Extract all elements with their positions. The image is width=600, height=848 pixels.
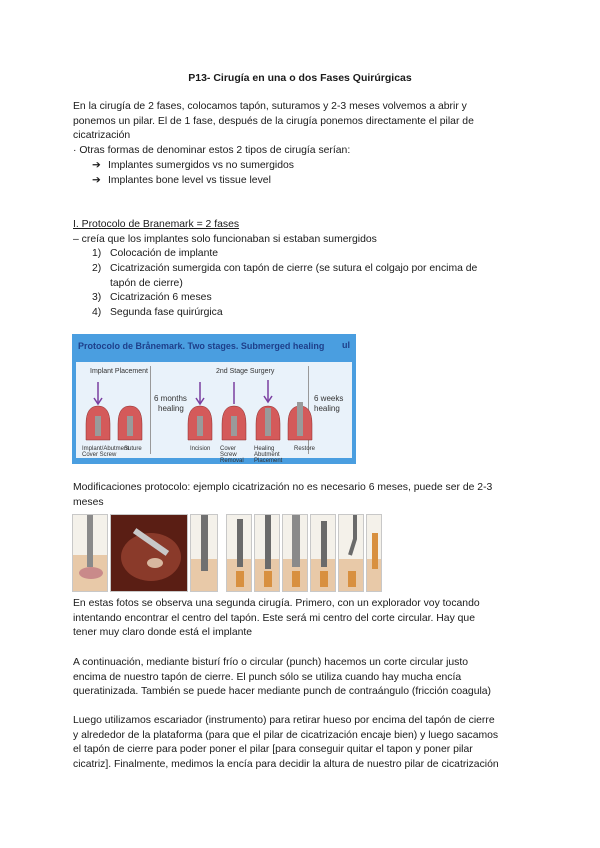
step-item: 4) Segunda fase quirúrgica (92, 307, 223, 318)
caption: Incision (190, 446, 211, 452)
slide-logo: ul (342, 340, 350, 350)
healing-label: healing (158, 404, 184, 413)
intro-line: cicatrización (73, 130, 131, 142)
caption: Suture (124, 446, 142, 452)
surgery-photo (110, 514, 188, 592)
arrow-icon: ➔ (92, 160, 101, 171)
implant-stage-diagrams (76, 362, 352, 458)
arrow-icon: ➔ (92, 175, 101, 186)
caption: Implant/Abutment Cover Screw (82, 446, 130, 458)
modification-paragraph: Modificaciones protocolo: ejemplo cicatrización no es necesario 6 meses, puede ser de 2-3 meses (73, 482, 493, 508)
weeks-label: 6 weeks (314, 394, 344, 403)
intro-paragraph (73, 100, 529, 158)
surgery-photo (282, 514, 308, 592)
caption: Healing Abutment Placement (254, 446, 283, 464)
surgery-photo (226, 514, 252, 592)
branemark-slide-image (72, 334, 356, 464)
other-names-line: · Otras formas de denominar estos 2 tipos de cirugía serían: (73, 144, 351, 156)
surgery-photo (72, 514, 108, 592)
second-stage-label: 2nd Stage Surgery (216, 368, 275, 375)
healing-label: healing (314, 404, 340, 413)
section1-heading: I. Protocolo de Branemark = 2 fases (73, 219, 240, 230)
step-item: 2) Cicatrización sumergida con tapón de cierre (se sutura el colgajo por encima de tapón de cierre) (92, 263, 478, 289)
surgery-photo (366, 514, 382, 592)
surgery-photo (310, 514, 336, 592)
arrow-list-item: ➔ Implantes bone level vs tissue level (92, 174, 271, 189)
step-item: 3) Cicatrización 6 meses (92, 292, 212, 303)
section1-note: – creía que los implantes solo funcionaban si estaban sumergidos (73, 234, 377, 245)
implant-placement-label: Implant Placement (90, 368, 148, 375)
caption: Cover Screw Removal (220, 446, 244, 464)
surgery-photo (338, 514, 364, 592)
caption: Restore (294, 446, 316, 452)
escariador-paragraph: Luego utilizamos escariador (instrumento) para retirar hueso por encima del tapón de cierre y alrededor de la plataforma (para que el pilar de cicatrización encaje bien) y luego sacamos el tapón de cierre para poder poner el pilar [para conseguir quitar el tapon y poner pilar cicatriz]. Finalmente, medimos la encía para decidir la altura de nuestro pilar de cicatrización (73, 715, 499, 770)
punch-paragraph: A continuación, mediante bisturí frío o circular (punch) hacemos un corte circular justo encima de nuestro tapón de cierre. El punch sólo se utiliza cuando hay mucha encía queratinizada. También se puede hacer mediante punch de contraángulo (fricción coagula) (73, 657, 492, 698)
page-title: P13- Cirugía en una o dos Fases Quirúrgicas (188, 72, 412, 84)
months-label: 6 months (154, 394, 187, 403)
step-item: 1) Colocación de implante (92, 248, 219, 259)
surgery-photo (190, 514, 218, 592)
intro-line: En la cirugía de 2 fases, colocamos tapón, suturamos y 2-3 meses volvemos a abrir y (73, 101, 467, 112)
slide-diagram-panel (76, 362, 352, 464)
arrow-list-item: ➔ Implantes sumergidos vs no sumergidos (92, 159, 294, 174)
photos-paragraph: En estas fotos se observa una segunda cirugía. Primero, con un explorador voy tocando intentando encontrar el centro del tapón. Este será mi centro del corte circular. Hay que tener muy claro donde está el implante (73, 598, 480, 639)
slide-heading: Protocolo de Brånemark. Two stages. Submerged healing (78, 341, 325, 351)
intro-line: ponemos un pilar. El de 1 fase, después de la cirugía ponemos directamente el pilar de (73, 115, 474, 127)
second-surgery-photo-strip (72, 514, 382, 592)
surgery-photo (254, 514, 280, 592)
